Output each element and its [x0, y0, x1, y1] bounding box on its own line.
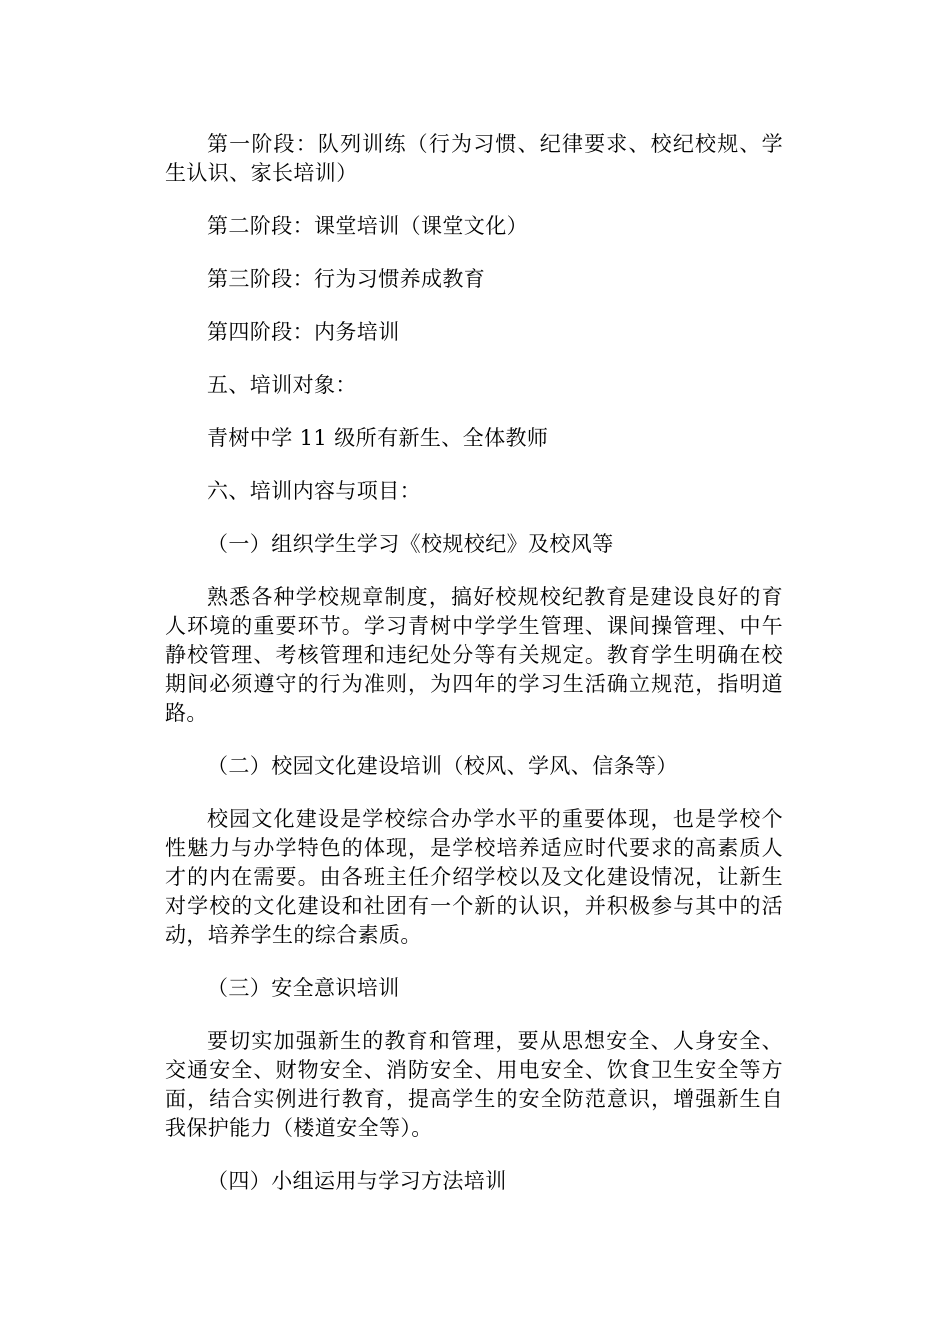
paragraph-stage-two: 第二阶段：课堂培训（课堂文化）: [207, 214, 528, 238]
paragraph-stage-three: 第三阶段：行为习惯养成教育: [207, 267, 486, 291]
heading-training-content: 六、培训内容与项目：: [207, 479, 421, 503]
paragraph-safety: 要切实加强新生的教育和管理，要从思想安全、人身安全、交通安全、财物安全、消防安全、用电安全、饮食卫生安全等方面，结合实例进行教育，提高学生的安全防范意识，增强新生自我保护能力（楼道安全等）。: [165, 1029, 783, 1140]
subheading-group-learning: （四）小组运用与学习方法培训: [207, 1169, 507, 1193]
paragraph-campus-culture: 校园文化建设是学校综合办学水平的重要体现，也是学校个性魅力与办学特色的体现，是学校培养适应时代要求的高素质人才的内在需要。由各班主任介绍学校以及文化建设情况，让新生对学校的文化建设和社团有一个新的认识，并积极参与其中的活动，培养学生的综合素质。: [165, 807, 783, 947]
heading-training-target: 五、培训对象：: [207, 373, 357, 397]
paragraph-stage-one: 第一阶段：队列训练（行为习惯、纪律要求、校纪校规、学生认识、家长培训）: [165, 132, 783, 185]
subheading-safety: （三）安全意识培训: [207, 976, 400, 1000]
subheading-campus-culture: （二）校园文化建设培训（校风、学风、信条等）: [207, 754, 678, 778]
paragraph-stage-four: 第四阶段：内务培训: [207, 320, 400, 344]
document-body: [165, 130, 783, 1196]
paragraph-training-target: 青树中学 11 级所有新生、全体教师: [207, 426, 549, 450]
subheading-school-rules: （一）组织学生学习《校规校纪》及校风等: [207, 532, 614, 556]
paragraph-school-rules: 熟悉各种学校规章制度，搞好校规校纪教育是建设良好的育人环境的重要环节。学习青树中学学生管理、课间操管理、中午静校管理、考核管理和违纪处分等有关规定。教育学生明确在校期间必须遵守的行为准则，为四年的学习生活确立规范，指明道路。: [165, 585, 783, 725]
